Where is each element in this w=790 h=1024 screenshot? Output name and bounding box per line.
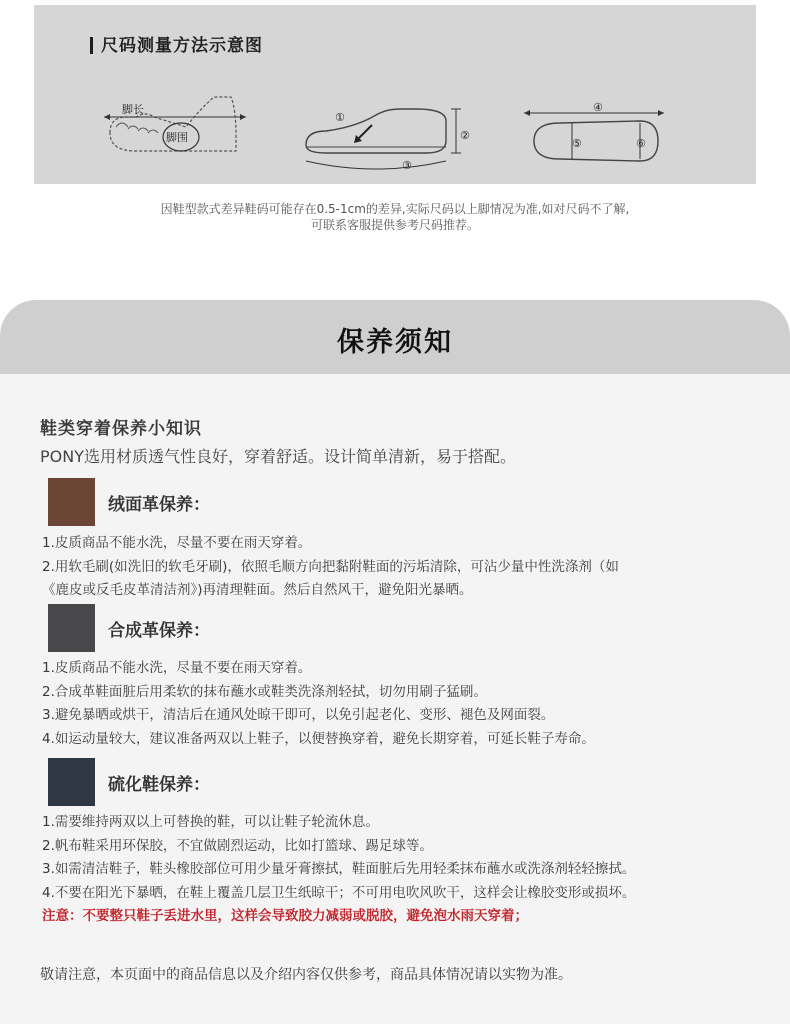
care-intro: PONY选用材质透气性良好，穿着舒适。设计简单清新，易于搭配。: [40, 447, 516, 466]
list-item: 1.皮质商品不能水洗，尽量不要在雨天穿着。: [42, 660, 312, 676]
synthetic-list: [42, 657, 595, 751]
care-section: [0, 374, 790, 1024]
list-item: 4.不要在阳光下暴晒，在鞋上覆盖几层卫生纸晾干；不可用电吹风吹干，这样会让橡胶变形或损坏。: [42, 884, 636, 901]
list-item: 《鹿皮或反毛皮革清洁剂》)再清理鞋面。然后自然风干，避免阳光暴晒。: [42, 582, 473, 598]
measure-title: 尺码测量方法示意图: [90, 31, 263, 56]
list-item: 1.需要维持两双以上可替换的鞋，可以让鞋子轮流休息。: [42, 814, 379, 830]
mark-5: ⑤: [572, 137, 582, 150]
footer-note: 敬请注意，本页面中的商品信息以及介绍内容仅供参考，商品具体情况请以实物为准。: [40, 967, 572, 983]
list-item: 2.合成革鞋面脏后用柔软的抹布蘸水或鞋类洗涤剂轻拭，切勿用刷子猛刷。: [42, 683, 487, 700]
vulcanized-swatch: [48, 758, 95, 806]
list-item: 4.如运动量较大，建议准备两双以上鞋子，以便替换穿着，避免长期穿着，可延长鞋子寿命。: [42, 730, 595, 747]
warning-text: 注意：不要整只鞋子丢进水里，这样会导致胶力减弱或脱胶，避免泡水雨天穿着；: [42, 908, 528, 924]
suede-title: 绒面革保养：: [108, 495, 210, 515]
measure-panel: [34, 5, 756, 184]
list-item: 3.避免暴晒或烘干，清洁后在通风处晾干即可，以免引起老化、变形、褪色及网面裂。: [42, 707, 555, 723]
care-banner: [0, 300, 790, 374]
list-item: 2.用软毛刷(如洗旧的软毛牙刷)，依照毛顺方向把黏附鞋面的污垢清除，可沾少量中性洗涤剂（如: [42, 558, 619, 575]
list-item: 1.皮质商品不能水洗，尽量不要在雨天穿着。: [42, 535, 312, 551]
banner-title: 保养须知: [337, 327, 453, 358]
synthetic-swatch: [48, 604, 95, 652]
foot-diagram: [96, 87, 276, 167]
care-heading: 鞋类穿着保养小知识: [40, 419, 202, 439]
suede-list: [42, 532, 619, 603]
suede-swatch: [48, 478, 95, 526]
mark-3: ③: [402, 159, 412, 172]
measure-note-line1: 因鞋型款式差异鞋码可能存在0.5-1cm的差异,实际尺码以上脚情况为准,如对尺码不了解,: [160, 202, 630, 216]
shoe-side-diagram: [296, 101, 476, 181]
vulcanized-list: [42, 811, 635, 929]
foot-length-label: 脚长: [122, 103, 144, 116]
mark-4: ④: [593, 101, 603, 114]
measure-note-line2: 可联系客服提供参考尺码推荐。: [310, 218, 479, 232]
mark-2: ②: [460, 129, 470, 142]
list-item: 2.帆布鞋采用环保胶，不宜做剧烈运动，比如打篮球、踢足球等。: [42, 837, 433, 854]
list-item: 3.如需清洁鞋子，鞋头橡胶部位可用少量牙膏擦拭，鞋面脏后先用轻柔抹布蘸水或洗涤剂轻轻擦拭。: [42, 861, 636, 877]
foot-girth-label: 脚围: [166, 131, 188, 144]
vulcanized-title: 硫化鞋保养：: [108, 775, 210, 795]
mark-1: ①: [335, 111, 345, 124]
mark-6: ⑥: [636, 137, 646, 150]
synthetic-title: 合成革保养：: [108, 621, 210, 641]
